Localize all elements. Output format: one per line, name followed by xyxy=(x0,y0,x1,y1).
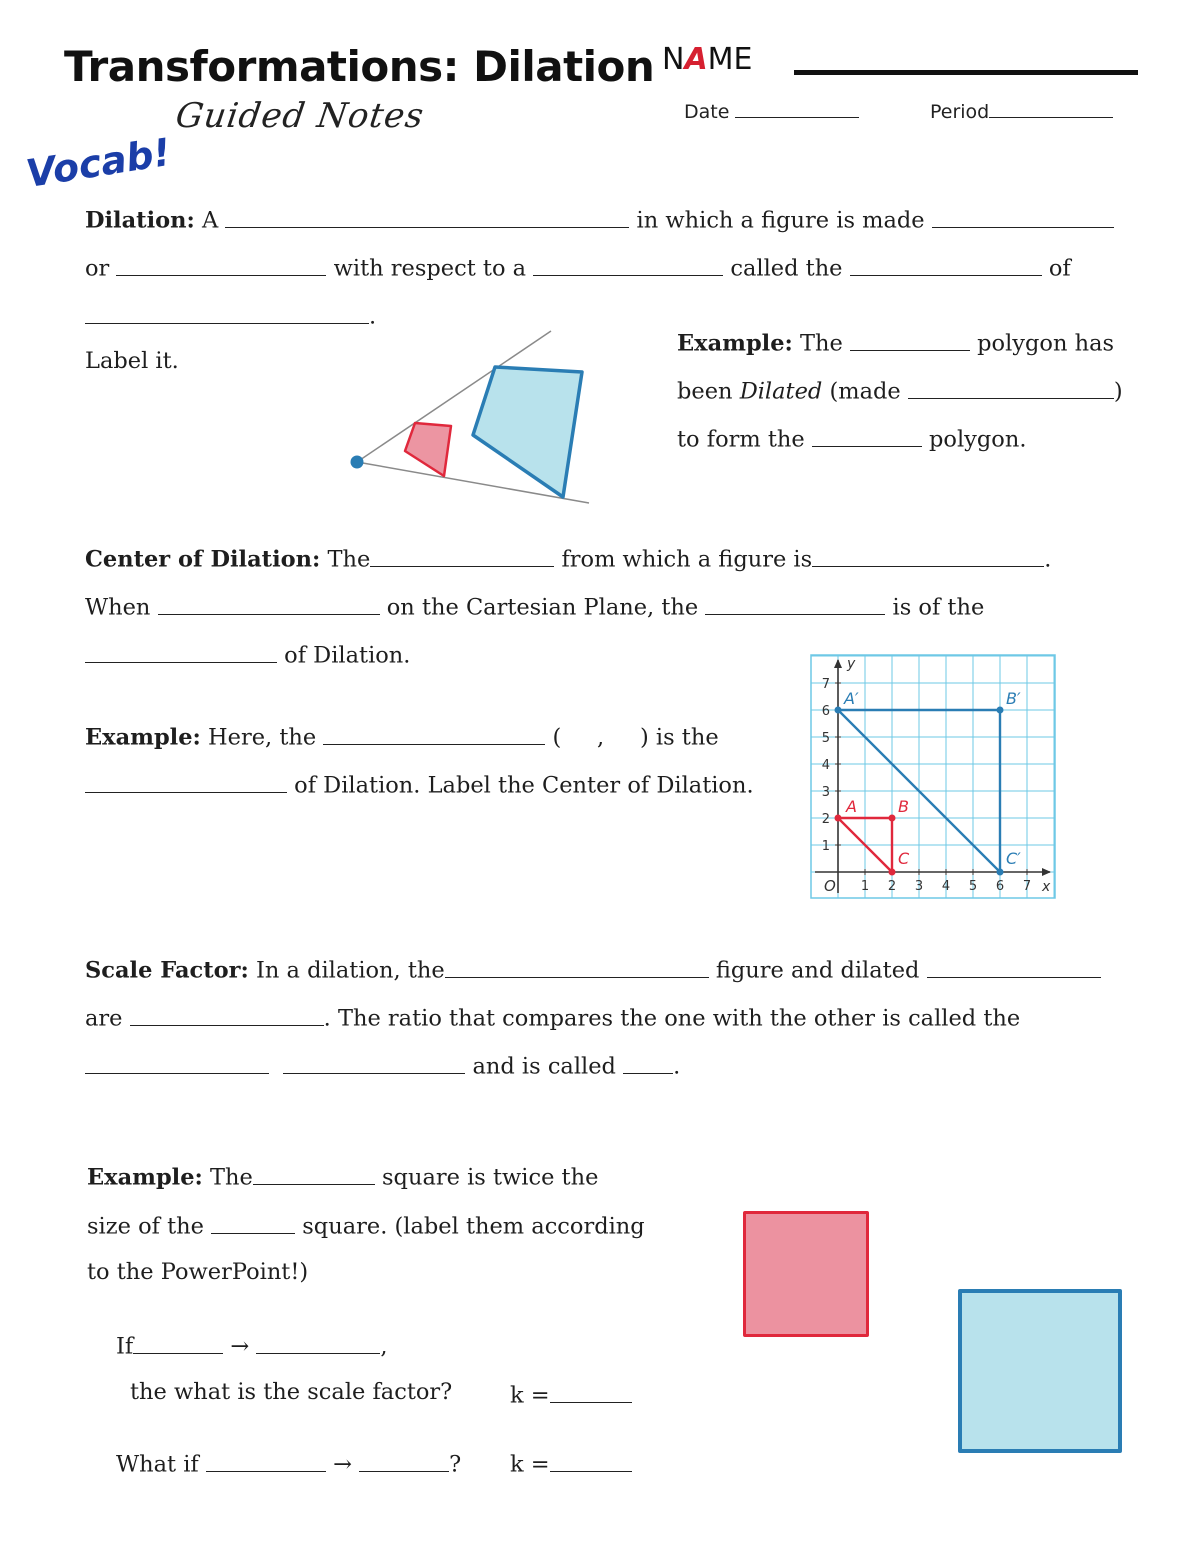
blank[interactable] xyxy=(211,1210,295,1234)
blank[interactable] xyxy=(253,1161,375,1185)
blank[interactable] xyxy=(908,375,1114,399)
example2-line-2: of Dilation. Label the Center of Dilation. xyxy=(85,769,754,799)
example1-line-1: Example: The polygon has xyxy=(677,327,1114,357)
original-vertex xyxy=(835,815,842,822)
scale-term: Scale Factor: xyxy=(85,957,249,984)
center-definition-line-2: When on the Cartesian Plane, the is of the xyxy=(85,591,984,621)
point-label-b: B xyxy=(898,797,909,816)
vocab-label: Vocab! xyxy=(23,129,174,196)
dilation-definition-line-2: or with respect to a called the of xyxy=(85,252,1071,282)
blank[interactable] xyxy=(130,1002,324,1026)
large-blue-square xyxy=(958,1289,1122,1453)
x-tick-label: 3 xyxy=(914,879,924,894)
original-vertex xyxy=(889,869,896,876)
example3-line-1: Example: The square is twice the xyxy=(87,1161,598,1191)
original-polygon xyxy=(405,423,451,476)
y-tick-label: 2 xyxy=(821,812,830,827)
origin-label: O xyxy=(824,877,836,895)
dilation-definition-line-3: . xyxy=(85,300,376,330)
point-label-a: A xyxy=(846,797,857,816)
blank[interactable] xyxy=(158,591,380,615)
dilated-vertex xyxy=(997,707,1004,714)
blank[interactable] xyxy=(445,954,709,978)
original-vertex xyxy=(889,815,896,822)
example-term: Example: xyxy=(677,330,793,357)
blank[interactable] xyxy=(206,1448,326,1472)
example3-line-3: to the PowerPoint!) xyxy=(87,1259,309,1285)
blank[interactable] xyxy=(623,1050,673,1074)
point-label-c: C xyxy=(898,849,910,868)
blank[interactable] xyxy=(812,423,922,447)
dilation-definition-line-1: Dilation: A in which a figure is made xyxy=(85,204,1114,234)
blank[interactable] xyxy=(85,769,287,793)
x-axis-label: x xyxy=(1042,879,1051,895)
scale-definition-line-2: are . The ratio that compares the one with the other is called the xyxy=(85,1002,1020,1032)
point-label-b-prime: B′ xyxy=(1006,689,1021,708)
period-label: Period xyxy=(930,101,990,123)
x-tick-label: 5 xyxy=(968,879,978,894)
example1-line-3: to form the polygon. xyxy=(677,423,1026,453)
blank[interactable] xyxy=(533,252,723,276)
blank[interactable] xyxy=(812,543,1044,567)
blank[interactable] xyxy=(850,252,1042,276)
blank[interactable] xyxy=(283,1050,465,1074)
scale-definition-line-1: Scale Factor: In a dilation, the figure and dilated xyxy=(85,954,1101,984)
blank[interactable] xyxy=(932,204,1114,228)
k-input-2[interactable] xyxy=(550,1448,632,1472)
center-definition-line-1: Center of Dilation: The from which a figure is . xyxy=(85,543,1051,573)
y-axis-label: y xyxy=(847,656,856,672)
name-letter-n: N xyxy=(662,42,685,77)
small-red-square xyxy=(743,1211,869,1337)
dilated-polygon xyxy=(473,367,582,497)
point-label-c-prime: C′ xyxy=(1006,849,1021,868)
y-tick-label: 4 xyxy=(821,758,830,773)
scale-factor-question: the what is the scale factor? xyxy=(130,1379,453,1405)
arrow-icon: → xyxy=(333,1451,352,1478)
blank[interactable] xyxy=(85,300,369,324)
date-label: Date xyxy=(684,101,730,123)
name-letter-a: A xyxy=(684,42,708,77)
blank[interactable] xyxy=(133,1330,223,1354)
if-line: If → , xyxy=(116,1330,388,1360)
blank[interactable] xyxy=(256,1330,380,1354)
x-tick-label: 4 xyxy=(941,879,951,894)
example-term: Example: xyxy=(85,724,201,751)
blank[interactable] xyxy=(116,252,326,276)
what-if-line: What if → ? xyxy=(116,1448,461,1478)
arrow-icon: → xyxy=(230,1333,250,1360)
center-term: Center of Dilation: xyxy=(85,546,321,573)
k-answer-1: k = xyxy=(510,1379,632,1409)
k-input-1[interactable] xyxy=(550,1379,632,1403)
dilated-vertex xyxy=(997,869,1004,876)
y-tick-label: 5 xyxy=(821,731,830,746)
dilation-term: Dilation: xyxy=(85,207,195,234)
label-it-text: Label it. xyxy=(85,348,179,374)
blank[interactable] xyxy=(927,954,1101,978)
blank[interactable] xyxy=(359,1448,449,1472)
dilation-figure xyxy=(340,320,600,510)
blank[interactable] xyxy=(705,591,885,615)
dilated-vertex xyxy=(835,707,842,714)
point-label-a-prime: A′ xyxy=(844,689,859,708)
example-term: Example: xyxy=(87,1164,203,1191)
blank[interactable] xyxy=(225,204,629,228)
blank[interactable] xyxy=(850,327,970,351)
x-tick-label: 7 xyxy=(1022,879,1032,894)
x-tick-label: 6 xyxy=(995,879,1005,894)
name-label xyxy=(662,42,753,77)
center-point xyxy=(351,456,364,469)
example3-line-2: size of the square. (label them according xyxy=(87,1210,645,1240)
center-definition-line-3: of Dilation. xyxy=(85,639,410,669)
name-letters-me: ME xyxy=(707,42,753,77)
y-tick-label: 3 xyxy=(821,785,830,800)
blank[interactable] xyxy=(323,721,545,745)
page-title: Transformations: Dilation xyxy=(64,42,655,91)
k-answer-2: k = xyxy=(510,1448,632,1478)
blank[interactable] xyxy=(85,639,277,663)
page-subtitle: Guided Notes xyxy=(173,96,427,136)
y-tick-label: 7 xyxy=(821,677,830,692)
example1-line-2: been Dilated (made ) xyxy=(677,375,1123,405)
date-field[interactable] xyxy=(684,98,859,123)
scale-definition-line-3: and is called . xyxy=(85,1050,680,1080)
blank[interactable] xyxy=(370,543,554,567)
y-tick-label: 6 xyxy=(821,704,830,719)
x-tick-label: 1 xyxy=(860,879,870,894)
period-field[interactable] xyxy=(930,98,1113,123)
x-tick-label: 2 xyxy=(887,879,897,894)
blank[interactable] xyxy=(85,1050,269,1074)
example2-line-1: Example: Here, the ( , ) is the xyxy=(85,721,719,751)
coordinate-graph xyxy=(808,652,1058,902)
name-field[interactable] xyxy=(794,70,1138,75)
y-tick-label: 1 xyxy=(821,839,830,854)
